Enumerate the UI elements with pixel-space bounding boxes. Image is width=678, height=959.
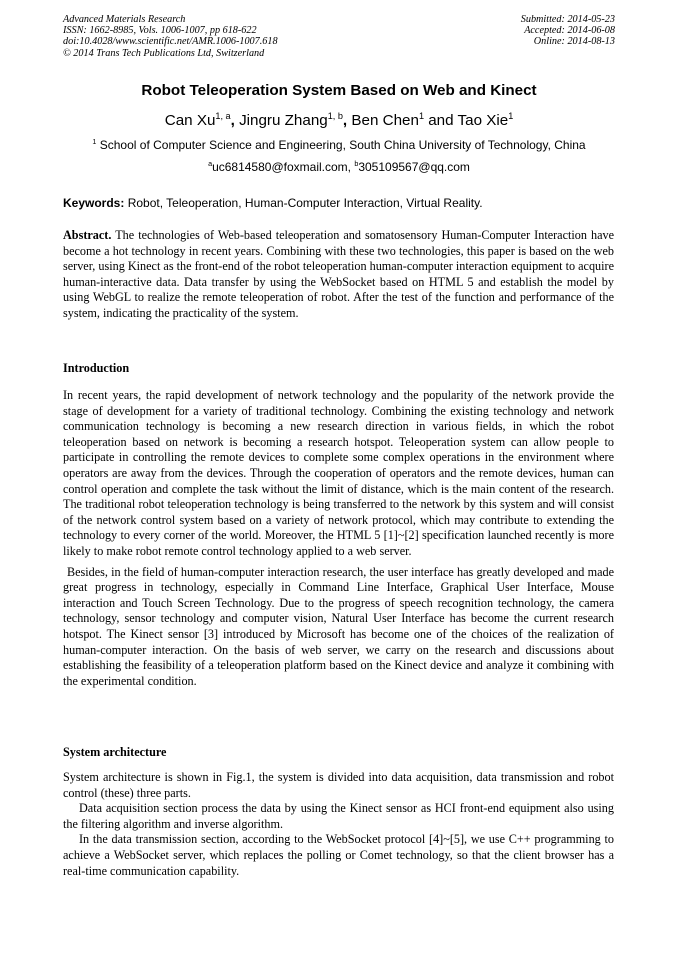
online-date: Online: 2014-08-13 xyxy=(533,36,615,48)
paper-title: Robot Teleoperation System Based on Web and Kinect xyxy=(141,82,537,99)
paragraph: In the data transmission section, according to the WebSocket protocol [4]~[5], we use C++ programming to achieve a WebSocket server, which replaces the polling or Comet technology, so that the client browser has a real-time communication capability. xyxy=(63,832,614,878)
author-affil-marker: 1 xyxy=(508,110,514,121)
keywords-label: Keywords: xyxy=(63,196,125,210)
author-separator: and xyxy=(424,112,458,129)
affiliation-text: School of Computer Science and Engineering, South China University of Technology, China xyxy=(99,138,586,152)
author-separator: , xyxy=(230,112,240,129)
journal-issn: ISSN: 1662-8985, Vols. 1006-1007, pp 618-622 xyxy=(63,25,257,37)
author-separator: , xyxy=(342,112,352,129)
paragraph: System architecture is shown in Fig.1, the system is divided into data acquisition, data transmission and robot control (these) three parts. xyxy=(63,770,614,800)
author-emails: $^a$uc6814580@foxmail.com, $^b$305109567@qq.com xyxy=(208,159,470,174)
author-affil-marker: 1, a xyxy=(215,110,231,121)
section-heading-introduction: Introduction xyxy=(63,361,130,375)
introduction-body xyxy=(63,388,614,689)
paragraph: Besides, in the field of human-computer interaction research, the user interface has greatly developed and made great progress in technology, especially in Command Line Interface, Graphical User Interface, Mouse interaction and Touch Screen Technology. Due to the progress of speech recognition technology, the camera technology, sensor technology and computer vision, Natural User Interface has become the current research hotspot. The Kinect sensor [3] introduced by Microsoft has become one of the choices of the realization of human-computer interaction. On the basis of web server, we carry on the research and discussions about establishing the feasibility of a teleoperation platform based on the Kinect device and analyze it combining with the experimental condition. xyxy=(63,564,614,688)
affiliation-marker: 1 xyxy=(92,137,97,146)
keywords xyxy=(63,196,615,210)
publication-dates xyxy=(521,14,615,48)
journal-doi: doi:10.4028/www.scientific.net/AMR.1006-1007.618 xyxy=(63,36,278,48)
author-name: Ben Chen xyxy=(351,112,419,129)
paragraph: In recent years, the rapid development of network technology and the popularity of the network provide the stage of development for a variety of traditional technology. Combining the existing technology and network communication technology is becoming a new research direction in various fields, in which the robot teleoperation based on network is becoming a research hotspot. Teleoperation system can allow people to participate in controlling the remote devices to complete some complex operations in the environment where operators are away from the devices. Through the cooperation of operators and the remote devices, human can control operation and complete the task without the limit of distance, which is the main content of the research. The traditional robot teleoperation technology is being transferred to the network by this system and will consist of the network control system based on a variety of network protocol, which may contribute to extending the technology to every corner of the world. Moreover, the HTML 5 [1]~[2] specification launched recently is more likely to make robot remote control technology applied to a web server. xyxy=(63,388,614,558)
author-affil-marker: 1 xyxy=(418,110,425,121)
email-address[interactable]: 305109567@qq.com xyxy=(358,160,470,174)
abstract-text: The technologies of Web-based teleoperation and somatosensory Human-Computer Interaction have become a hot technology in recent years. Combining with these two technologies, this paper is based on the web server, using Kinect as the front-end of the robot teleoperation human-computer interaction equipment to acquire human-interactive data. Data transfer by using the WebSocket based on HTML 5 and establish the model by using WebGL to realize the remote teleoperation of robot. After the test of the function and performance of the system, indicating the practicality of the system. xyxy=(63,228,614,320)
author-name: Can Xu xyxy=(164,112,216,129)
author-name: Tao Xie xyxy=(457,112,509,129)
email-address[interactable]: uc6814580@foxmail.com xyxy=(212,160,348,174)
journal-copyright: © 2014 Trans Tech Publications Ltd, Switzerland xyxy=(63,47,265,59)
section-heading-system-architecture: System architecture xyxy=(63,745,167,759)
journal-name: Advanced Materials Research xyxy=(63,14,186,25)
journal-info xyxy=(63,14,278,59)
abstract-label: Abstract. xyxy=(63,228,112,242)
keywords-text: Robot, Teleoperation, Human-Computer Interaction, Virtual Reality. xyxy=(127,196,483,210)
accepted-date: Accepted: 2014-06-08 xyxy=(524,25,615,37)
abstract xyxy=(63,228,614,322)
author-name: Jingru Zhang xyxy=(239,112,328,129)
author-list xyxy=(0,112,678,129)
email-marker: b xyxy=(354,159,359,168)
affiliation xyxy=(0,138,678,152)
system-architecture-body xyxy=(63,770,614,879)
author-affil-marker: 1, b xyxy=(327,110,343,121)
email-marker: a xyxy=(208,159,213,168)
paragraph: Data acquisition section process the data by using the Kinect sensor as HCI front-end equipment also using the filtering algorithm and inverse algorithm. xyxy=(63,801,614,831)
submitted-date: Submitted: 2014-05-23 xyxy=(520,14,615,25)
